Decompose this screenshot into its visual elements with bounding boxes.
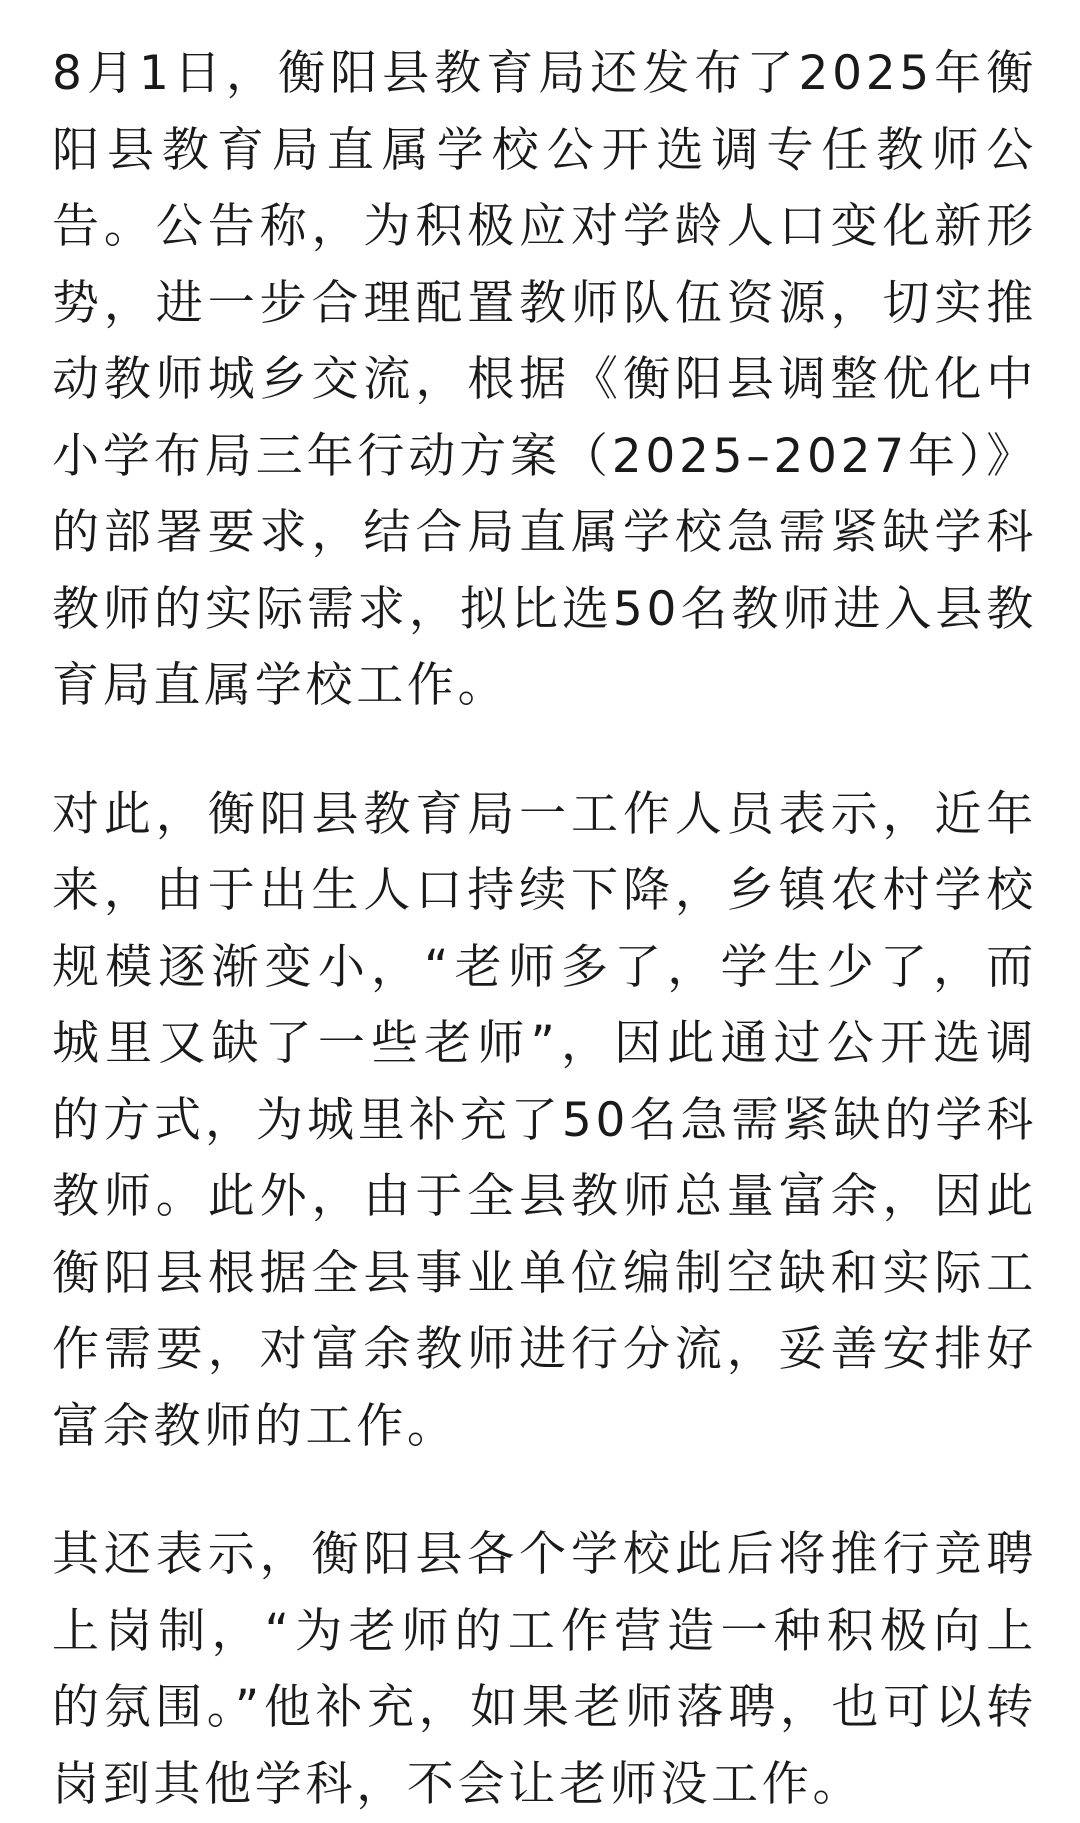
paragraph-competitive-hiring: 其还表示，衡阳县各个学校此后将推行竞聘上岗制，“为老师的工作营造一种积极向上的氛围。”他补充，如果老师落聘，也可以转岗到其他学科，不会让老师没工作。 (52, 1527, 1037, 1812)
paragraph-announcement: 8月1日，衡阳县教育局还发布了2025年衡阳县教育局直属学校公开选调专任教师公告。公告称，为积极应对学龄人口变化新形势，进一步合理配置教师队伍资源，切实推动教师城乡交流，根据《衡阳县调整优化中小学布局三年行动方案（2025–2027年）》的部署要求，结合局直属学校急需紧缺学科教师的实际需求，拟比选50名教师进入县教育局直属学校工作。 (52, 46, 1037, 713)
article-body (52, 36, 1037, 1823)
paragraph-official-statement: 对此，衡阳县教育局一工作人员表示，近年来，由于出生人口持续下降，乡镇农村学校规模逐渐变小，“老师多了，学生少了，而城里又缺了一些老师”，因此通过公开选调的方式，为城里补充了50名急需紧缺的学科教师。此外，由于全县教师总量富余，因此衡阳县根据全县事业单位编制空缺和实际工作需要，对富余教师进行分流，妥善安排好富余教师的工作。 (52, 786, 1037, 1454)
